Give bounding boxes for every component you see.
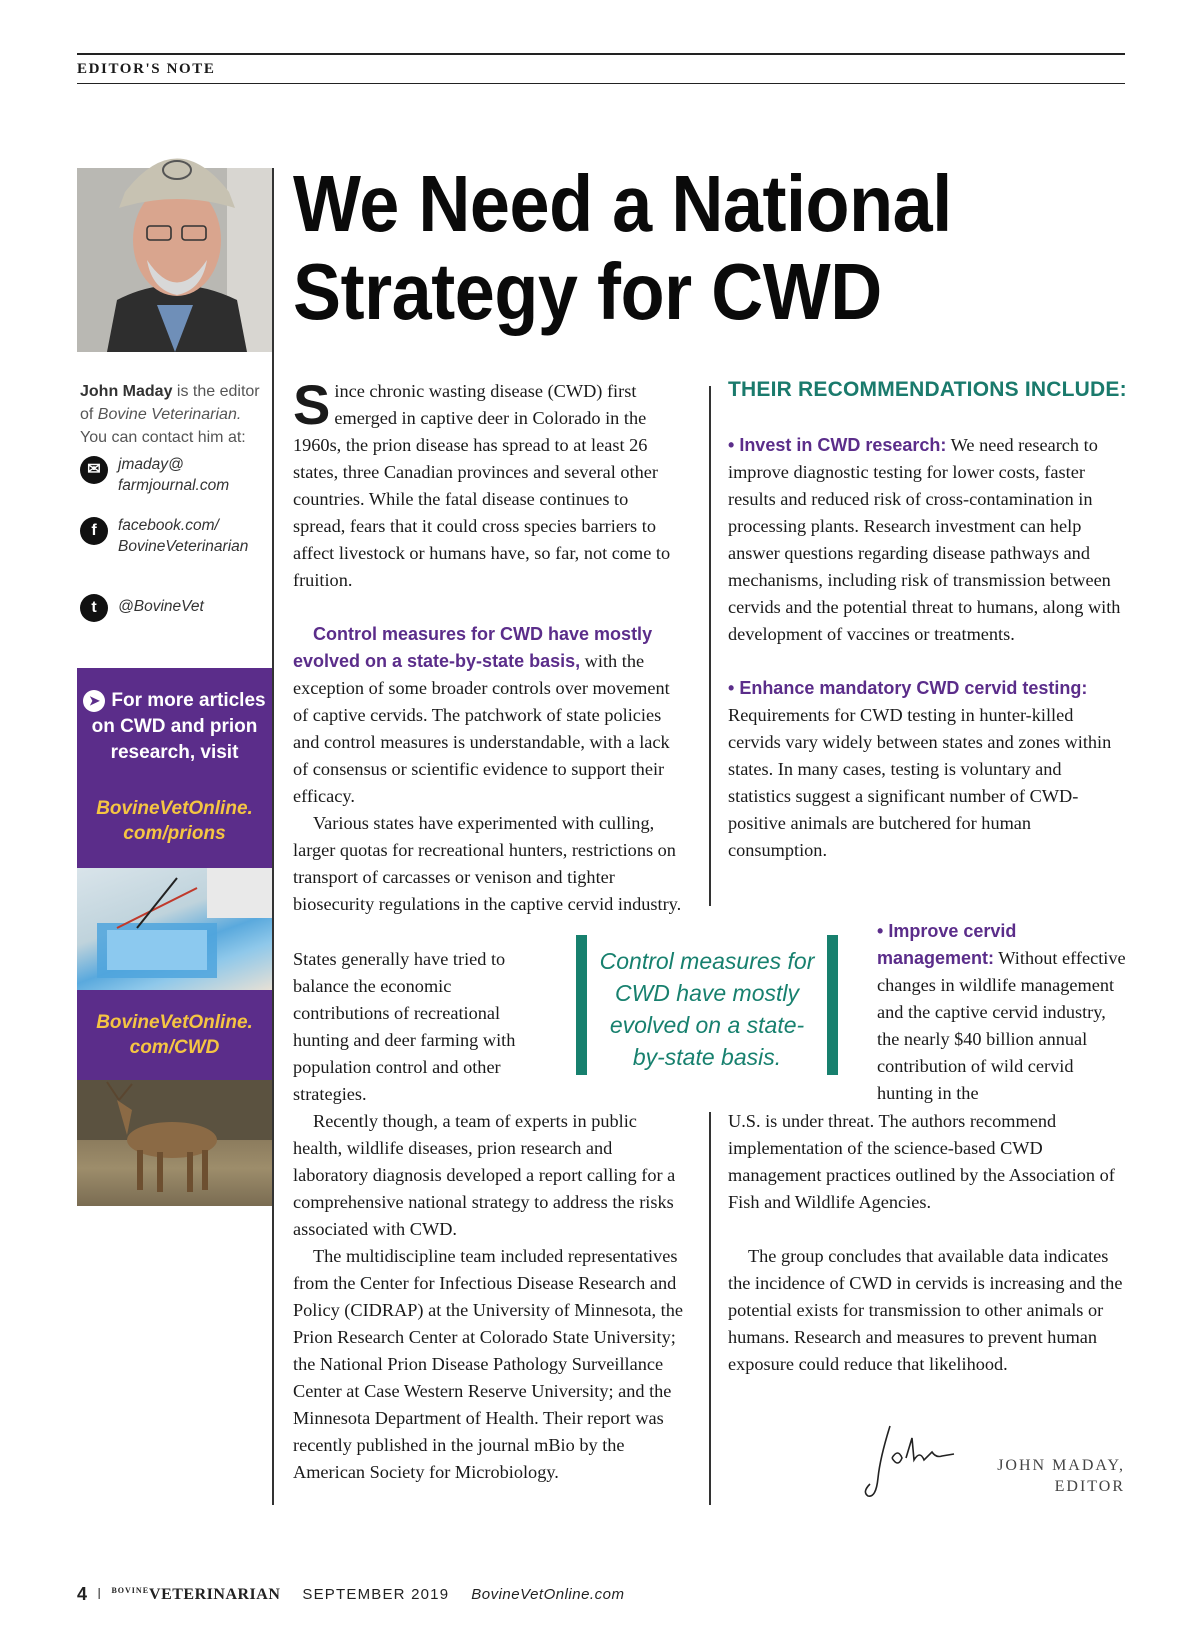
promo-link-cwd-b: com/CWD	[129, 1037, 220, 1058]
contact-twitter[interactable]	[80, 592, 270, 622]
para-2: with the exception of some broader controls over movement of captive cervids. The patchwork of state policies and control measures is understandable, with a lack of consensus or scientific evidence to support their efficacy.	[293, 651, 670, 806]
pull-quote-text: Control measures for CWD have mostly evolved on a state-by-state basis.	[599, 948, 815, 1070]
para-4: Recently though, a team of experts in public health, wildlife diseases, prion research and laboratory diagnosis developed a report calling for a comprehensive national strategy to address the risks associated with CWD.	[293, 1111, 676, 1239]
pull-quote-bar-right	[827, 935, 838, 1075]
bullet-1-lead: • Invest in CWD research:	[728, 435, 947, 455]
article-col-left-top	[293, 373, 685, 918]
para-3: Various states have experimented with culling, larger quotas for recreational hunters, restrictions on transport of carcasses or venison and tighter biosecurity regulations in the captive cervid industry.	[293, 813, 682, 914]
rec-2: Requirements for CWD testing in hunter-killed cervids vary widely between states and zones within states. In many cases, testing is voluntary and statistics suggest a significant number of CWD-positive animals are butchered for human consumption.	[728, 705, 1112, 860]
bio-contact-text: You can contact him at:	[80, 429, 246, 446]
bullet-2-lead: • Enhance mandatory CWD cervid testing:	[728, 678, 1088, 698]
deer-image	[77, 1080, 272, 1206]
column-divider-bottom	[709, 1112, 711, 1505]
twitter-icon: t	[80, 594, 108, 622]
footer-url[interactable]: BovineVetOnline.com	[471, 1586, 625, 1603]
para-5: The multidiscipline team included representatives from the Center for Infectious Disease Research and Policy (CIDRAP) at the University of Minnesota, the Prion Research Center at Colorado State University; the National Prion Disease Pathology Surveillance Center at Case Western Reserve University; and the Minnesota Department of Health. Their report was recently published in the journal mBio by the American Society for Microbiology.	[293, 1246, 683, 1482]
article-col-right-narrow	[877, 918, 1127, 1107]
promo-link-cwd-a: BovineVetOnline.	[96, 1012, 253, 1033]
email-line2: farmjournal.com	[118, 477, 230, 494]
facebook-line1: facebook.com/	[118, 517, 219, 534]
sidebar-divider	[272, 168, 274, 1505]
page-footer	[77, 1584, 624, 1605]
article-col-left-bottom	[293, 1108, 685, 1486]
lab-equipment-image	[77, 868, 272, 990]
author-photo	[77, 130, 272, 352]
conclusion: The group concludes that available data indicates the incidence of CWD in cervids is increasing and the potential exists for transmission to other animals or humans. Research and measures to prevent human exposure could reduce that likelihood.	[728, 1246, 1123, 1374]
signoff	[960, 1455, 1125, 1497]
para-2-lead: Control measures for CWD have mostly evolved on a state-by-state basis,	[293, 624, 653, 671]
promo-link-prions-b: com/prions	[123, 823, 226, 844]
header-rule-bottom	[77, 83, 1125, 84]
para-1: ince chronic wasting disease (CWD) first emerged in captive deer in Colorado in the 1960s, the prion disease has spread to at least 26 states, three Canadian provinces and several other countries. While the fatal disease continues to spread, fears that it could cross species barriers to affect livestock or humans have, so far, not come to fruition.	[293, 381, 671, 590]
signoff-title: EDITOR	[1054, 1478, 1125, 1495]
footer-divider: I	[97, 1585, 102, 1603]
author-bio	[80, 380, 270, 449]
header-rule-top	[77, 53, 1125, 55]
cursor-icon: ➤	[83, 690, 105, 712]
magazine-logo	[111, 1586, 280, 1604]
rec-3a: Without effective changes in wildlife management and the captive cervid industry, the nearly $40 billion annual contribution of wild cervid hunting in the	[877, 948, 1126, 1103]
pull-quote	[576, 935, 838, 1075]
promo-box[interactable]	[77, 668, 272, 868]
issue-date: SEPTEMBER 2019	[302, 1586, 450, 1603]
bio-text: is the editor of	[80, 383, 260, 423]
article-col-left-narrow	[293, 946, 543, 1108]
rec-1-lead: Invest in CWD research:	[739, 435, 947, 455]
promo-link-cwd[interactable]	[77, 990, 272, 1080]
promo-link-prions-a: BovineVetOnline.	[96, 798, 253, 819]
para-3b: States generally have tried to balance the economic contributions of recreational hunting and deer farming with population control and other strategies.	[293, 949, 516, 1104]
rec-3b: U.S. is under threat. The authors recommend implementation of the science-based CWD management practices outlined by the Association of Fish and Wildlife Agencies.	[728, 1111, 1115, 1212]
headline: We Need a National Strategy for CWD	[293, 159, 952, 336]
contact-email[interactable]	[80, 454, 270, 498]
rec-2-lead: Enhance mandatory CWD cervid testing:	[739, 678, 1088, 698]
twitter-handle: @BovineVet	[118, 598, 204, 615]
author-name: John Maday	[80, 383, 173, 400]
mail-icon: ✉	[80, 456, 108, 484]
promo-link-prions[interactable]	[77, 796, 272, 846]
page-number: 4	[77, 1584, 88, 1604]
pull-quote-bar-left	[576, 935, 587, 1075]
dropcap: S	[293, 373, 331, 436]
signature	[862, 1418, 966, 1502]
recommendations-heading: THEIR RECOMMENDATIONS INCLUDE:	[728, 378, 1127, 401]
bullet-3-lead: • Improve cervid management:	[877, 921, 1017, 968]
section-label: EDITOR'S NOTE	[77, 61, 216, 77]
magazine-logo-text: VETERINARIAN	[149, 1585, 281, 1603]
column-divider-top	[709, 386, 711, 906]
facebook-line2: BovineVeterinarian	[118, 538, 249, 555]
rec-3-lead: Improve cervid management:	[877, 921, 1017, 968]
signoff-name: JOHN MADAY,	[997, 1457, 1125, 1474]
email-line1: jmaday@	[118, 456, 184, 473]
article-col-right-bottom	[728, 1108, 1128, 1378]
article-col-right-top	[728, 432, 1128, 864]
magazine-logo-small: BOVINE	[111, 1585, 150, 1595]
rec-1: We need research to improve diagnostic testing for lower costs, faster results and reduced risk of cross-contamination in processing plants. Research investment can help answer questions regarding disease pathways and mechanisms, including risk of transmission between cervids and the potential threat to humans, along with development of vaccines or treatments.	[728, 435, 1121, 644]
publication-name: Bovine Veterinarian.	[97, 406, 242, 423]
facebook-icon: f	[80, 517, 108, 545]
promo-text: For more articles on CWD and prion research, visit	[91, 690, 266, 763]
contact-facebook[interactable]	[80, 515, 270, 559]
